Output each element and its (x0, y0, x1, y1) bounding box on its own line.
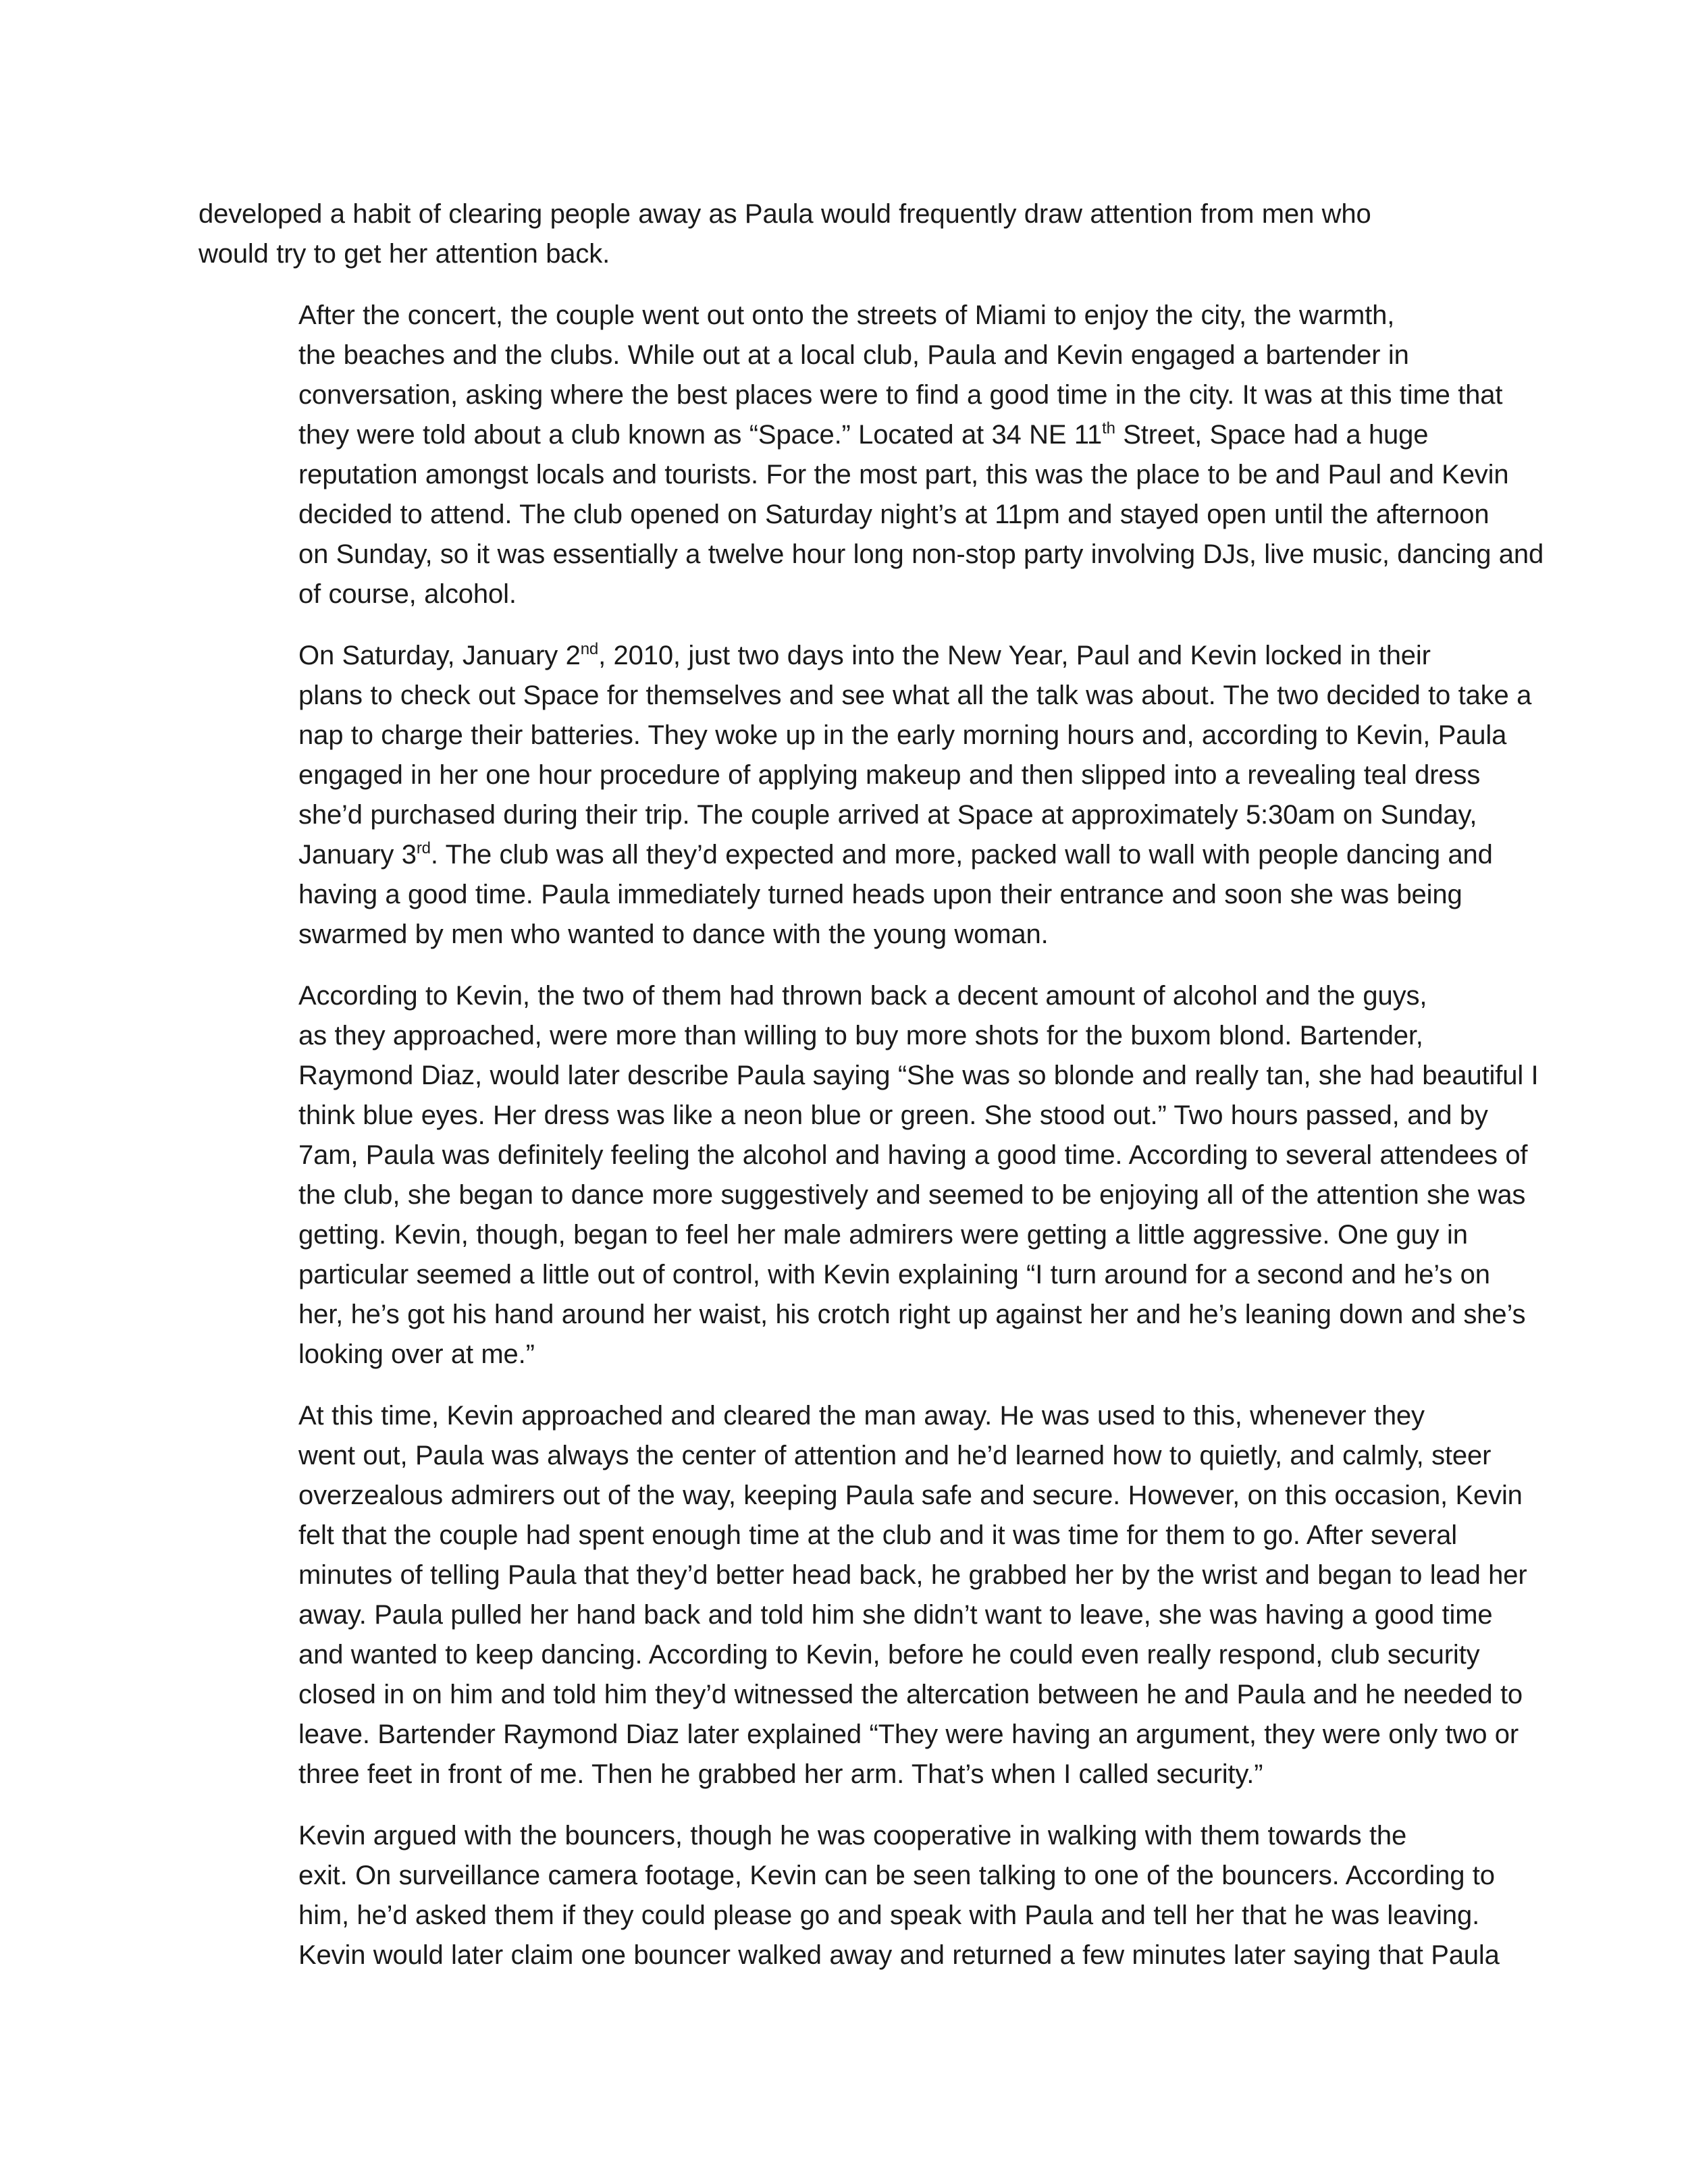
ordinal-suffix: th (1102, 419, 1115, 437)
text-line: overzealous admirers out of the way, keeping Paula safe and secure. However, on this occasion, Kevin (298, 1481, 1523, 1510)
text-line: swarmed by men who wanted to dance with the young woman. (298, 920, 1049, 949)
text-line: of course, alcohol. (298, 579, 517, 609)
text-line: looking over at me.” (298, 1339, 535, 1369)
text-line: as they approached, were more than willing to buy more shots for the buxom blond. Bartender, (298, 1021, 1423, 1050)
text-line: away. Paula pulled her hand back and told him she didn’t want to leave, she was having a good time (298, 1600, 1493, 1630)
paragraph (199, 296, 1544, 614)
text-line: went out, Paula was always the center of attention and he’d learned how to quietly, and calmly, steer (298, 1441, 1492, 1470)
text-line: reputation amongst locals and tourists. For the most part, this was the place to be and Paul and Kevin (298, 460, 1509, 489)
text-line: they were told about a club known as “Space.” Located at 34 NE 11th Street, Space had a huge (298, 419, 1429, 450)
text-line: On Saturday, January 2nd, 2010, just two days into the New Year, Paul and Kevin locked in their (298, 640, 1431, 670)
paragraph (199, 636, 1532, 955)
text-line: plans to check out Space for themselves and see what all the talk was about. The two decided to take a (298, 681, 1532, 710)
paragraph (199, 194, 1489, 274)
text-line: and wanted to keep dancing. According to Kevin, before he could even really respond, club security (298, 1640, 1480, 1670)
text-line: engaged in her one hour procedure of applying makeup and then slipped into a revealing teal dress (298, 760, 1481, 790)
text-line: felt that the couple had spent enough time at the club and it was time for them to go. After several (298, 1520, 1458, 1550)
text-line: leave. Bartender Raymond Diaz later explained “They were having an argument, they were only two or (298, 1720, 1519, 1749)
text-line: decided to attend. The club opened on Saturday night’s at 11pm and stayed open until the afternoon (298, 500, 1489, 529)
text-line: the beaches and the clubs. While out at a local club, Paula and Kevin engaged a bartender in (298, 340, 1409, 370)
text-line: particular seemed a little out of control, with Kevin explaining “I turn around for a second and he’s on (298, 1260, 1490, 1289)
text-line: him, he’d asked them if they could please go and speak with Paula and tell her that he was leaving. (298, 1900, 1480, 1930)
text-line: her, he’s got his hand around her waist, his crotch right up against her and he’s leaning down and she’s (298, 1300, 1526, 1329)
text-line: After the concert, the couple went out onto the streets of Miami to enjoy the city, the warmth, (298, 300, 1395, 330)
text-line: exit. On surveillance camera footage, Kevin can be seen talking to one of the bouncers. According to (298, 1861, 1495, 1890)
text-line: January 3rd. The club was all they’d expected and more, packed wall to wall with people dancing and (298, 839, 1493, 870)
text-line: Kevin argued with the bouncers, though he was cooperative in walking with them towards the (298, 1821, 1407, 1850)
text-line: Raymond Diaz, would later describe Paula saying “She was so blonde and really tan, she had beautiful I (298, 1061, 1539, 1090)
text-line: conversation, asking where the best places were to find a good time in the city. It was at this time that (298, 380, 1503, 410)
document-page (199, 194, 1544, 1997)
text-line: think blue eyes. Her dress was like a neon blue or green. She stood out.” Two hours passed, and by (298, 1100, 1488, 1130)
text-line: would try to get her attention back. (199, 239, 610, 269)
text-line: At this time, Kevin approached and cleared the man away. He was used to this, whenever they (298, 1401, 1425, 1431)
text-line: developed a habit of clearing people away as Paula would frequently draw attention from men who (199, 199, 1371, 229)
text-line: three feet in front of me. Then he grabbed her arm. That’s when I called security.” (298, 1759, 1263, 1789)
text-line: she’d purchased during their trip. The couple arrived at Space at approximately 5:30am on Sunday, (298, 800, 1477, 830)
text-line: 7am, Paula was definitely feeling the alcohol and having a good time. According to several attendees of (298, 1140, 1528, 1170)
text-line: having a good time. Paula immediately turned heads upon their entrance and soon she was being (298, 880, 1462, 909)
text-line: nap to charge their batteries. They woke up in the early morning hours and, according to Kevin, Paula (298, 720, 1507, 750)
text-line: getting. Kevin, though, began to feel her male admirers were getting a little aggressive. One guy in (298, 1220, 1468, 1250)
paragraph (199, 1816, 1500, 1975)
text-line: the club, she began to dance more suggestively and seemed to be enjoying all of the attention she was (298, 1180, 1526, 1210)
ordinal-suffix: rd (416, 839, 431, 857)
text-line: According to Kevin, the two of them had thrown back a decent amount of alcohol and the guys, (298, 981, 1427, 1011)
paragraph (199, 1396, 1527, 1794)
ordinal-suffix: nd (580, 640, 599, 658)
paragraph (199, 976, 1539, 1375)
text-line: on Sunday, so it was essentially a twelve hour long non-stop party involving DJs, live music, dancing and (298, 539, 1544, 569)
text-line: minutes of telling Paula that they’d better head back, he grabbed her by the wrist and began to lead her (298, 1560, 1527, 1590)
text-line: Kevin would later claim one bouncer walked away and returned a few minutes later saying that Paula (298, 1940, 1500, 1970)
text-line: closed in on him and told him they’d witnessed the altercation between he and Paula and he needed to (298, 1680, 1523, 1709)
